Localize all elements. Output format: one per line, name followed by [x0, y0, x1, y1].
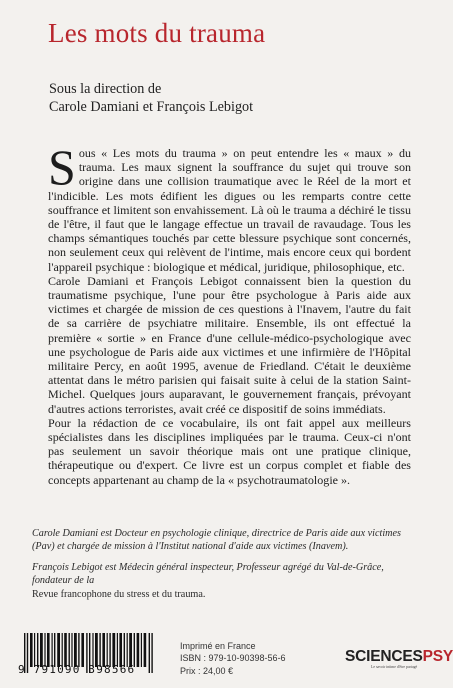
- blurb-text: [48, 139, 411, 487]
- drop-cap: S: [48, 139, 76, 195]
- logo-tagline: Le savoir intime d'être partagé: [371, 665, 418, 669]
- bio-lebigot-italic: François Lebigot est Médecin général inspecteur, Professeur agrégé du Val-de-Grâce, fondateur de la: [32, 561, 384, 587]
- blurb-paragraph-3: Pour la rédaction de ce vocabulaire, ils ont fait appel aux meilleurs spécialistes dans les disciplines impliquées par le trauma. Ceux-ci n'ont pas seulement un savoir théorique mais ont une pratique clinique, thérapeutique ou d'expert. Ce livre est un corpus complet et fiable des concepts appartenant au champ de la « psychotraumatologie ».: [48, 415, 411, 487]
- isbn: ISBN : 979-10-90398-56-6: [180, 653, 286, 664]
- book-title: Les mots du trauma: [48, 18, 266, 48]
- direction-line: Sous la direction de: [49, 81, 162, 97]
- blurb-paragraph-2: Carole Damiani et François Lebigot connaissent bien la question du traumatisme psychique, l'une pour être psychologue à Paris aide aux victimes et chargée de mission de ces questions à l'Inavem, l'autre du fait de sa carrière de psychiatre militaire. Ensemble, ils ont effectué la première « sortie » en France d'une cellule-médico-psychologique avec une psychologue de Paris aide aux victimes et une infirmière de l'Hôpital militaire Percy, en août 1995, avenue de Friedland. C'était le deuxième attentat dans le métro parisien qui faisait suite à celui de la station Saint-Michel. Quelques jours auparavant, le gouvernement français, prévoyant d'autres actions terroristes, avait créé ce dispositif de soins immédiats.: [48, 273, 411, 416]
- editors-block: [49, 80, 253, 116]
- logo-psy: PSY: [422, 648, 453, 665]
- bio-lebigot-upright: Revue francophone du stress et du trauma.: [32, 588, 206, 600]
- printed-in: Imprimé en France: [180, 641, 256, 651]
- blurb-paragraph-1: [48, 139, 411, 274]
- barcode-number: 9 791090 398566: [18, 663, 136, 676]
- bio-damiani: Carole Damiani est Docteur en psychologie clinique, directrice de Paris aide aux victimes (Pav) et chargée de mission à l'Institut national d'aide aux victimes (Inavem).: [32, 528, 402, 553]
- blurb-paragraph-1-text: ous « Les mots du trauma » on peut entendre les « maux » du trauma. Les maux signent la souffrance du sujet qui trouve son origine dans une collision traumatique avec le Réel de la mort et l'indicible. Les mots édifient les digues ou les remparts contre cette souffrance et limitent son envahissement. Là où le trauma a déchiré le tissu de l'être, il faut que le langage effectue un travail de ravaudage. Tous les champs sémantiques touchés par cette blessure psychique sont concernés, non seulement ceux qui relèvent de l'intime, mais encore ceux qui bordent l'appareil psychique : biologique et médical, juridique, philosophique, etc.: [48, 146, 411, 274]
- editors-names: Carole Damiani et François Lebigot: [49, 99, 254, 115]
- price: Prix : 24,00 €: [180, 665, 234, 676]
- author-bios: [32, 527, 424, 608]
- bio-lebigot: [32, 561, 424, 601]
- publisher-logo: [345, 648, 453, 666]
- logo-sciences: SCIENCES: [345, 648, 423, 665]
- print-info: [180, 640, 286, 677]
